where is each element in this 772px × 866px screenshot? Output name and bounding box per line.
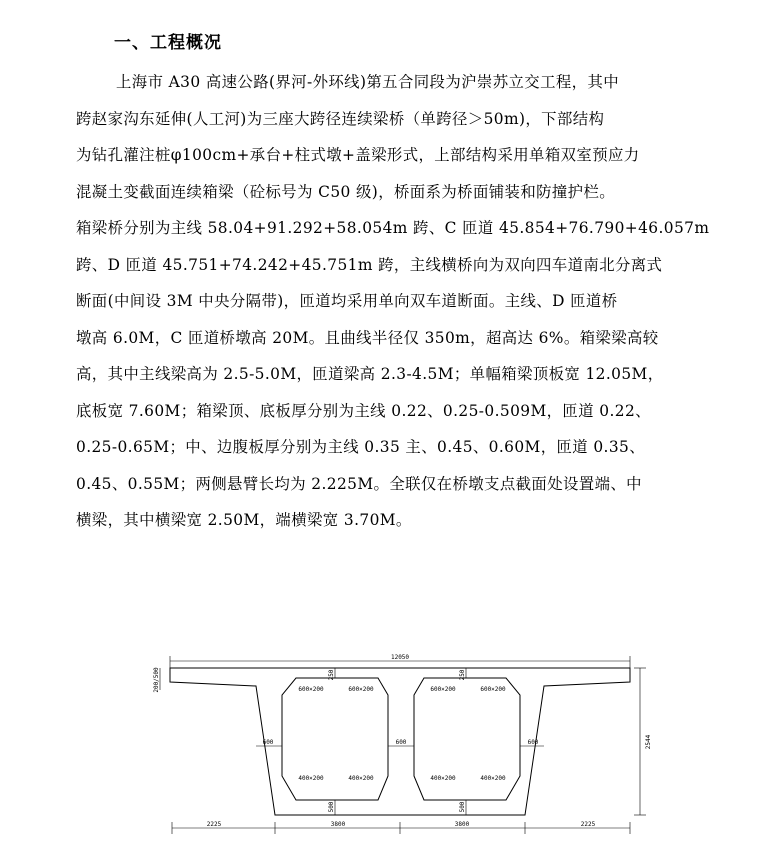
dim-web-outer-right: 600 — [527, 739, 539, 746]
section-heading: 一、工程概况 — [114, 33, 222, 53]
dim-right-height: 2544 — [645, 734, 652, 750]
dim-web-outer-left: 600 — [262, 739, 274, 746]
paragraph-line: 断面(中间设 3M 中央分隔带)，匝道均采用单向双车道断面。主线、D 匝道桥 — [76, 292, 618, 310]
dim-left-edge: 200/500 — [153, 667, 160, 693]
paragraph-line: 横梁，其中横梁宽 2.50M，端横梁宽 3.70M。 — [76, 511, 412, 529]
fillet-label: 400×200 — [480, 775, 506, 782]
paragraph-line: 0.45、0.55M；两侧悬臂长均为 2.225M。全联仅在桥墩支点截面处设置端、中 — [76, 474, 642, 493]
dim-bottom-left-cantilever: 2225 — [206, 821, 222, 828]
dim-top-slab-left: 250 — [328, 669, 335, 681]
dim-bottom-slab-left: 500 — [328, 801, 335, 813]
fillet-label: 400×200 — [430, 775, 456, 782]
paragraph-line: 高，其中主线梁高为 2.5-5.0M，匝道梁高 2.3-4.5M；单幅箱梁顶板宽 12.05M， — [76, 365, 664, 383]
fillet-label: 600×200 — [348, 686, 374, 693]
dim-top-slab-right: 250 — [459, 669, 466, 681]
paragraph-line: 箱梁桥分别为主线 58.04+91.292+58.054m 跨、C 匝道 45.854+76.790+46.057m — [76, 219, 710, 237]
paragraph-line: 底板宽 7.60M；箱梁顶、底板厚分别为主线 0.22、0.25-0.509M，匝道 0.22、 — [76, 401, 651, 420]
fillet-label: 600×200 — [480, 686, 506, 693]
dim-bottom-left-cell: 3800 — [330, 821, 346, 828]
dim-bottom-right-cantilever: 2225 — [580, 821, 596, 828]
dim-bottom-right-cell: 3800 — [454, 821, 470, 828]
dim-top-width: 12050 — [390, 654, 410, 661]
fillet-label: 400×200 — [348, 775, 374, 782]
paragraph-line: 0.25-0.65M；中、边腹板厚分别为主线 0.35 主、0.45、0.60M，匝道 0.35、 — [76, 438, 646, 456]
fillet-label: 600×200 — [298, 686, 324, 693]
paragraph-line: 跨赵家沟东延伸(人工河)为三座大跨径连续梁桥（单跨径＞50m)，下部结构 — [76, 109, 605, 128]
dim-bottom-slab-right: 500 — [459, 801, 466, 813]
paragraph-line: 跨、D 匝道 45.751+74.242+45.751m 跨，主线横桥向为双向四车道南北分离式 — [76, 255, 663, 274]
dim-web-middle: 600 — [395, 739, 407, 746]
paragraph-line: 上海市 A30 高速公路(界河-外环线)第五合同段为沪崇苏立交工程，其中 — [116, 73, 620, 91]
fillet-label: 400×200 — [298, 775, 324, 782]
paragraph-line: 墩高 6.0M，C 匝道桥墩高 20M。且曲线半径仅 350m，超高达 6%。箱梁梁高较 — [76, 328, 659, 347]
paragraph-line: 混凝土变截面连续箱梁（砼标号为 C50 级)，桥面系为桥面铺装和防撞护栏。 — [76, 182, 616, 201]
fillet-label: 600×200 — [430, 686, 456, 693]
paragraph-line: 为钻孔灌注桩φ100cm+承台+柱式墩+盖梁形式，上部结构采用单箱双室预应力 — [76, 146, 640, 164]
